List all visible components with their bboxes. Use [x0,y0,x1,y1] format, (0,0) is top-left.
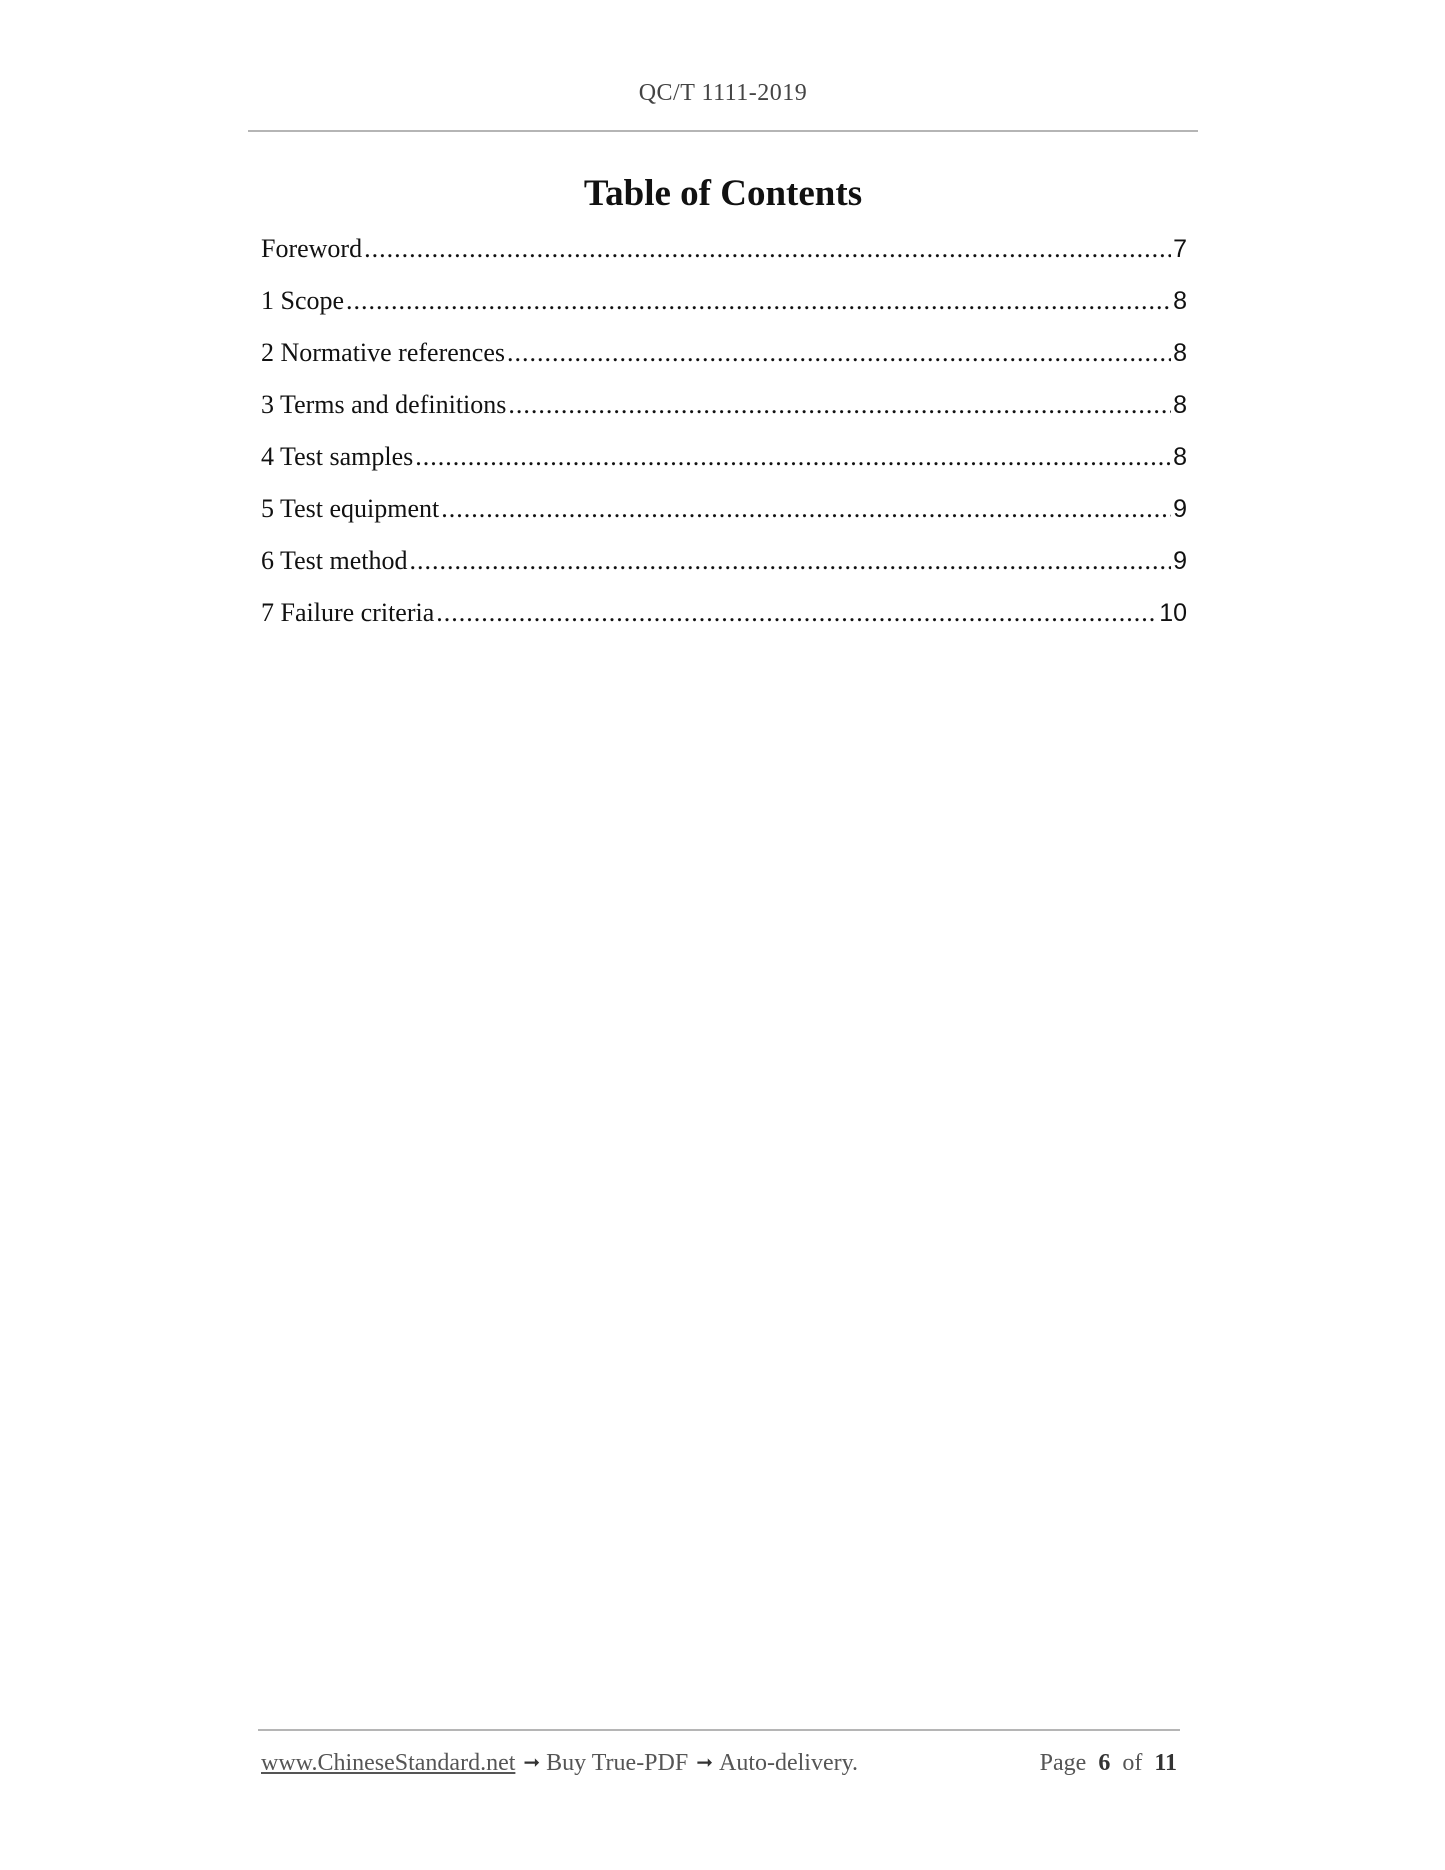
toc-entry-label: 2 Normative references [261,338,505,367]
toc-dot-leader [508,390,1171,420]
of-word: of [1122,1750,1143,1776]
toc-dot-leader [441,494,1171,524]
total-pages-number: 11 [1154,1750,1177,1776]
toc-page-number: 8 [1173,391,1187,419]
toc-page-number: 7 [1173,235,1187,263]
toc-dot-leader [364,234,1171,264]
toc-entry-foreword[interactable] [261,234,1187,286]
toc-dot-leader [436,598,1157,628]
current-page-number: 6 [1098,1750,1111,1776]
page-counter [1040,1750,1177,1777]
toc-entry-test-method[interactable] [261,546,1187,598]
toc-page-number: 8 [1173,443,1187,471]
site-link[interactable]: www.ChineseStandard.net [261,1750,516,1776]
toc-dot-leader [409,546,1171,576]
toc-page-number: 8 [1173,287,1187,315]
toc-entry-label: Foreword [261,234,363,263]
page-word: Page [1039,1750,1087,1776]
toc-entry-label: 3 Terms and definitions [261,390,507,419]
document-code-header: QC/T 1111-2019 [638,80,808,106]
footer-purchase-info [261,1750,858,1777]
header-divider [248,130,1198,132]
toc-entry-test-equipment[interactable] [261,494,1187,546]
toc-dot-leader [346,286,1171,316]
toc-entry-label: 7 Failure criteria [261,598,435,627]
footer-divider [258,1729,1180,1731]
toc-dot-leader [507,338,1171,368]
toc-page-number: 10 [1159,599,1187,627]
toc-entry-normative-references[interactable] [261,338,1187,390]
table-of-contents [261,234,1187,650]
toc-entry-scope[interactable] [261,286,1187,338]
auto-delivery-text: Auto-delivery. [718,1750,859,1776]
buy-true-pdf-text: Buy True-PDF [546,1750,689,1776]
toc-page-number: 8 [1173,339,1187,367]
right-arrow-icon: ➞ [523,1750,541,1774]
toc-page-number: 9 [1173,547,1187,575]
toc-entry-label: 6 Test method [261,546,408,575]
right-arrow-icon: ➞ [696,1750,713,1774]
toc-dot-leader [415,442,1171,472]
toc-entry-terms-and-definitions[interactable] [261,390,1187,442]
toc-entry-test-samples[interactable] [261,442,1187,494]
page-title: Table of Contents [583,173,863,214]
toc-entry-label: 4 Test samples [261,442,414,471]
toc-entry-failure-criteria[interactable] [261,598,1187,650]
toc-entry-label: 5 Test equipment [261,494,440,523]
toc-entry-label: 1 Scope [261,286,345,315]
toc-page-number: 9 [1173,495,1187,523]
